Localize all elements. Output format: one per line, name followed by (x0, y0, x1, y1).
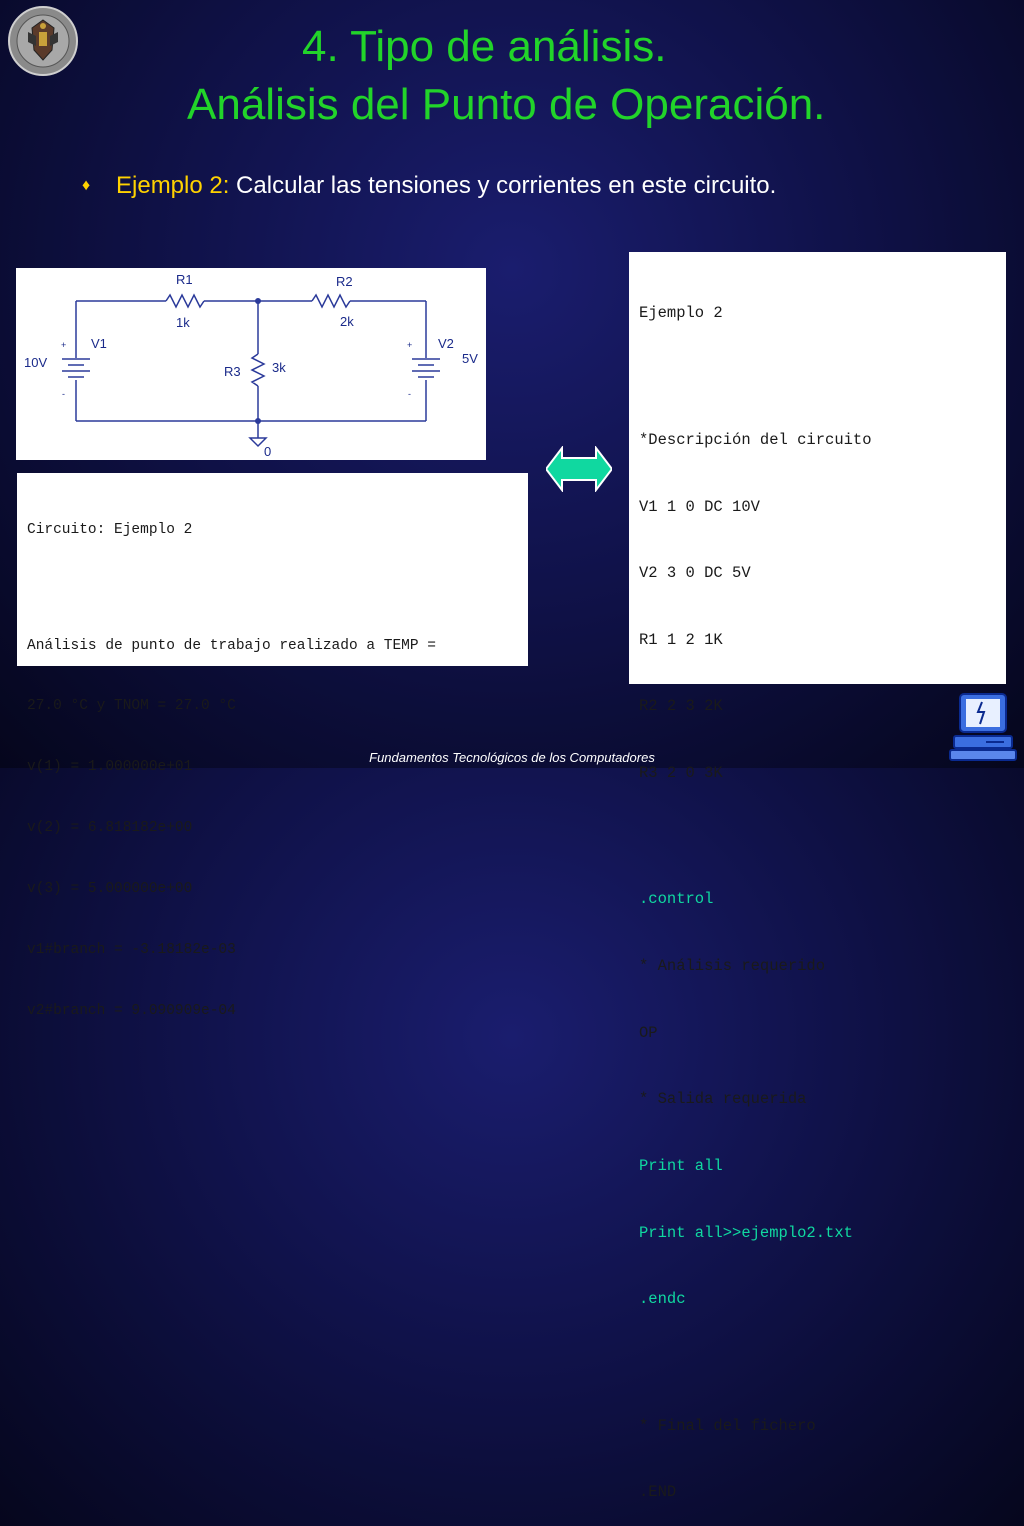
netlist-line (639, 369, 996, 385)
results-line: v(3) = 5.000000e+00 (27, 881, 193, 898)
bullet-lead: Ejemplo 2: (116, 172, 230, 199)
results-line: v2#branch = 9.090909e-04 (27, 1002, 236, 1019)
v1-label: V1 (91, 336, 107, 351)
v1-plus: + (61, 340, 67, 350)
netlist-box (629, 252, 1006, 1502)
netlist-line: Ejemplo 2 (639, 304, 723, 323)
v1-minus: - (62, 389, 65, 399)
netlist-line: R2 2 3 2K (639, 697, 723, 716)
ground-label: 0 (264, 444, 272, 459)
title-line-2: Análisis del Punto de Operación. (187, 80, 826, 129)
footer-text: Fundamentos Tecnológicos de los Computadores (369, 750, 655, 765)
netlist-line-print: Print all (639, 1156, 723, 1175)
netlist-line: * Final del fichero (639, 1416, 816, 1435)
r3-label: R3 (224, 364, 241, 379)
netlist-line-print-file: Print all>>ejemplo2.txt (639, 1223, 853, 1242)
results-line: v(1) = 1.000000e+01 (27, 759, 193, 776)
results-line: v1#branch = -3.18182e-03 (27, 942, 236, 959)
bullet-text: Calcular las tensiones y corrientes en este circuito. (229, 172, 777, 199)
circuit-schematic (16, 268, 486, 460)
results-line: Circuito: Ejemplo 2 (27, 521, 193, 538)
slide-title (0, 18, 1024, 134)
diamond-bullet-icon: ♦ (82, 177, 91, 194)
v2-plus: + (407, 340, 413, 350)
r2-value: 2k (340, 314, 354, 329)
netlist-line (639, 1355, 996, 1371)
title-line-1: 4. Tipo de análisis. (302, 22, 667, 71)
netlist-line-control: .control (639, 890, 714, 909)
r2-label: R2 (336, 274, 353, 289)
double-arrow-icon (546, 446, 612, 492)
r3-value: 3k (272, 360, 286, 375)
r1-label: R1 (176, 272, 193, 287)
results-line: v(2) = 6.818182e+00 (27, 820, 193, 837)
netlist-line: *Descripción del circuito (639, 430, 872, 449)
netlist-line-endc: .endc (639, 1290, 686, 1309)
bullet-point (82, 172, 776, 200)
netlist-line: * Salida requerida (639, 1090, 807, 1109)
results-line: 27.0 °C y TNOM = 27.0 °C (27, 698, 236, 715)
netlist-line: OP (639, 1023, 658, 1042)
netlist-line: R3 2 0 3K (639, 763, 723, 782)
netlist-line: R1 1 2 1K (639, 630, 723, 649)
netlist-line (639, 829, 996, 845)
v2-label: V2 (438, 336, 454, 351)
netlist-line: V2 3 0 DC 5V (639, 564, 751, 583)
netlist-line: .END (639, 1483, 677, 1502)
results-line: Análisis de punto de trabajo realizado a TEMP = (27, 637, 436, 654)
v2-value: 5V (462, 351, 478, 366)
netlist-line: * Análisis requerido (639, 957, 826, 976)
results-line (27, 580, 518, 595)
v1-value: 10V (24, 355, 48, 370)
r1-value: 1k (176, 315, 190, 330)
netlist-line: V1 1 0 DC 10V (639, 497, 760, 516)
v2-minus: - (408, 389, 411, 399)
